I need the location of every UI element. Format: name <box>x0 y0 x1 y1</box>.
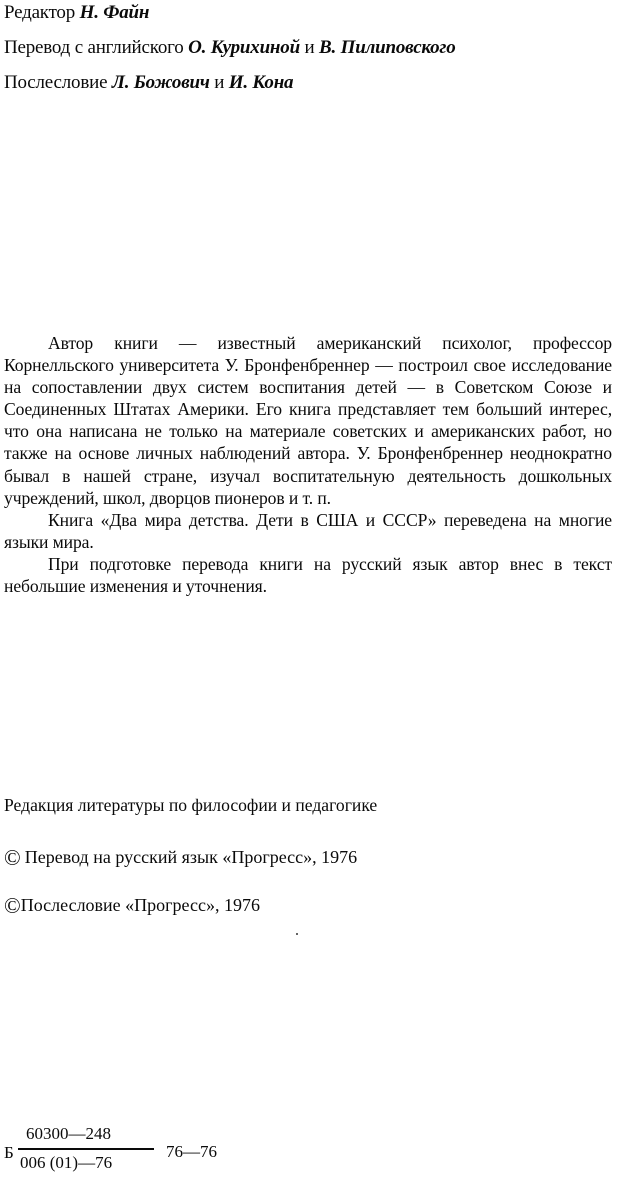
editor-credit <box>4 2 149 24</box>
copyright-afterword-text: Послесловие «Прогресс», 1976 <box>20 895 260 915</box>
translation-label: Перевод с английского <box>4 37 184 58</box>
afterword-credit <box>4 72 293 94</box>
catalog-suffix: 76—76 <box>166 1142 217 1161</box>
translator-2: В. Пилиповского <box>319 37 456 58</box>
afterword-label: Послесловие <box>4 72 108 93</box>
editor-label: Редактор <box>4 2 76 23</box>
abstract-paragraph: Книга «Два мира детства. Дети в США и СССР» переведена на многие языки мира. <box>4 509 612 552</box>
edition-department: Редакция литературы по философии и педагогике <box>4 795 378 815</box>
book-abstract <box>4 332 612 597</box>
copyright-icon: © <box>4 845 21 870</box>
editor-name: Н. Файн <box>79 2 150 23</box>
catalog-denominator: 006 (01)—76 <box>20 1152 113 1172</box>
fraction-bar <box>18 1148 154 1150</box>
catalog-fraction <box>18 1124 154 1173</box>
catalog-numerator: 60300—248 <box>26 1124 111 1143</box>
abstract-paragraph: При подготовке перевода книги на русский язык автор внес в текст небольшие изменения и уточнения. <box>4 553 612 597</box>
abstract-paragraph: Автор книги — известный американский психолог, профессор Корнелльского университета У. Бронфенбреннер — построил свое исследование на сопоставлении двух систем воспитания детей — в Советском Союзе и Соединенных Штатах Америки. Его книга представляет тем больший интерес, что она написана не только на материале советских и американских работ, но также на основе личных наблюдений автора. У. Бронфенбреннер неоднократно бывал в нашей стране, изучал воспитательную деятельность дошкольных учреждений, школ, дворцов пионеров и т. п. <box>4 333 612 508</box>
copyright-translation-text: Перевод на русский язык «Прогресс», 1976 <box>24 847 358 867</box>
translation-credit <box>4 37 456 59</box>
copyright-afterword <box>4 895 260 917</box>
translation-and: и <box>304 37 315 58</box>
print-dot <box>296 933 298 935</box>
catalog-letter: Б <box>4 1143 14 1162</box>
afterword-and: и <box>214 72 225 93</box>
afterword-author-2: И. Кона <box>228 72 294 93</box>
afterword-author-1: Л. Божович <box>111 72 210 93</box>
translator-1: О. Курихиной <box>188 37 300 58</box>
copyright-translation <box>4 847 357 869</box>
copyright-icon: © <box>4 893 21 918</box>
